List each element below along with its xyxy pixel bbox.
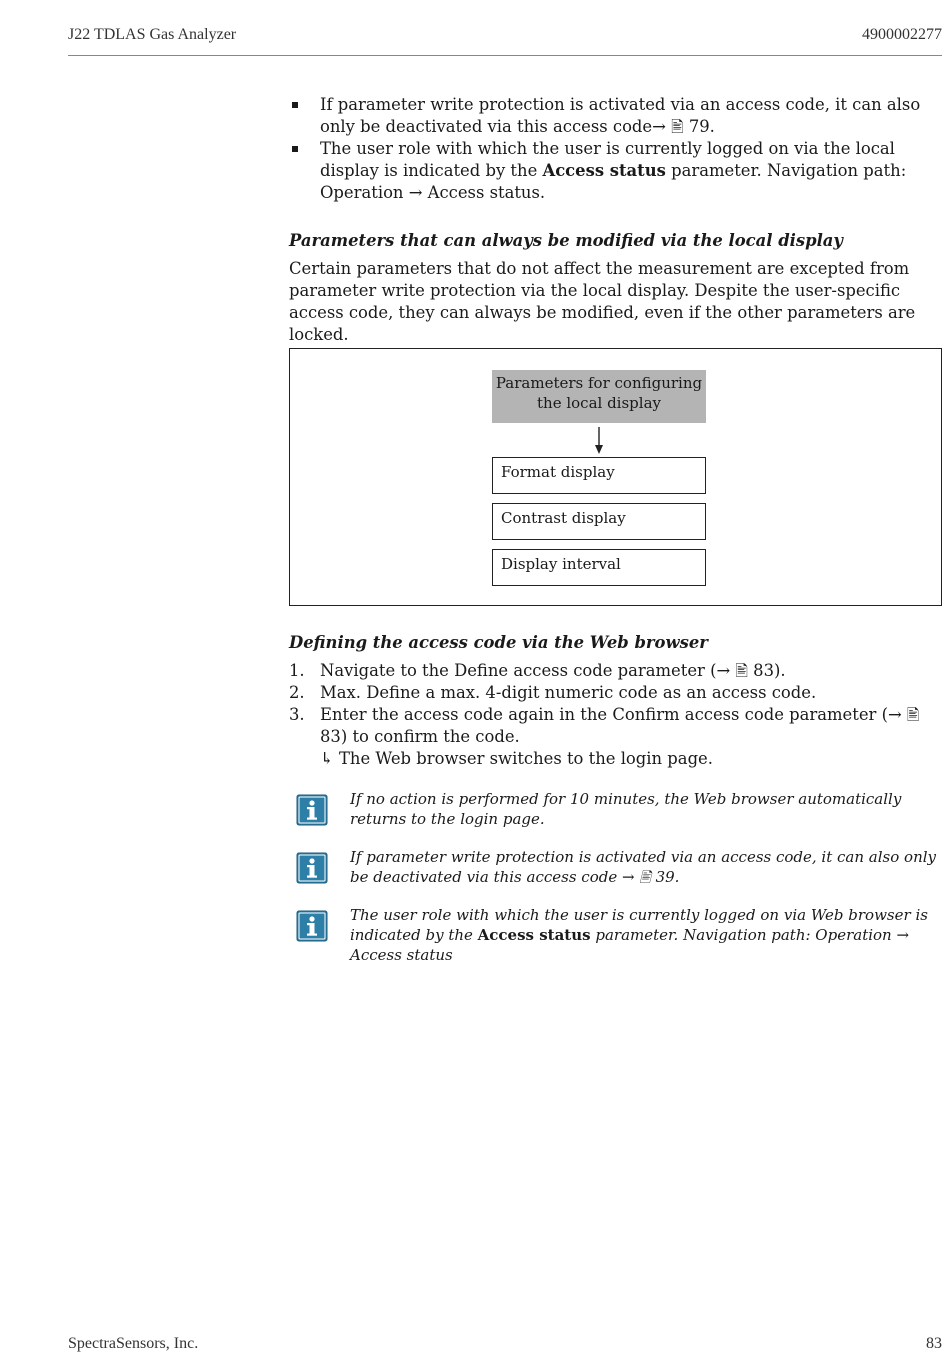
down-arrow-icon: [594, 427, 604, 455]
page-ref-icon: 🖹: [671, 118, 684, 136]
step-item: [289, 704, 941, 770]
diagram-header-line: Parameters for configuring: [495, 374, 703, 392]
diagram-header-box: [492, 370, 706, 423]
step-text: Navigate to the Define access code parameter (→: [320, 661, 736, 680]
page-ref-icon: 🖹: [735, 662, 748, 680]
page-ref: 83).: [747, 661, 786, 680]
bullet-text: parameter. Navigation path: Operation → Access status.: [320, 161, 907, 202]
step-number: 1.: [289, 661, 305, 680]
step-number: 3.: [289, 705, 305, 724]
header-doc-number: 4900002277: [862, 26, 942, 43]
step-text: Enter the access code again in the Confirm access code parameter (→: [320, 705, 907, 724]
bullet-text: The user role with which the user is currently logged on via the local display is indicated by the: [320, 139, 895, 180]
step-list: [289, 660, 941, 770]
page-ref: 83) to confirm the code.: [320, 727, 520, 746]
page-ref: 39.: [650, 868, 680, 886]
bold-term: Access status: [477, 926, 591, 944]
page-ref-icon: 🖹: [639, 870, 651, 886]
page-ref: 79.: [683, 117, 715, 136]
note-text-part: The user role with which the user is currently logged on via Web browser is indicated by the: [350, 906, 928, 944]
footer-company: SpectraSensors, Inc.: [68, 1335, 199, 1352]
info-icon: [296, 794, 328, 826]
step-number: 2.: [289, 683, 305, 702]
bullet-item: [289, 94, 941, 138]
bullet-item: [289, 138, 941, 204]
header-title: J22 TDLAS Gas Analyzer: [68, 26, 237, 43]
result-text: The Web browser switches to the login page.: [338, 749, 713, 768]
section-heading: Defining the access code via the Web browser: [289, 633, 708, 652]
diagram-item-format-display: Format display: [492, 457, 706, 494]
header-rule: [68, 55, 942, 56]
bullet-list: [289, 94, 941, 204]
diagram-frame: [289, 348, 942, 606]
note-text-part: parameter. Navigation path: Operation → Access status: [350, 926, 910, 964]
bullet-text: If parameter write protection is activated via an access code, it can also only be deactivated via this access code→: [320, 95, 921, 136]
note-text: If no action is performed for 10 minutes, the Web browser automatically returns to the login page.: [350, 790, 902, 828]
note-text: [350, 905, 940, 965]
section-body: Certain parameters that do not affect the measurement are excepted from parameter write protection via the local display. Despite the user-specific access code, they can always be modified, even if the other parameters are locked.: [289, 259, 916, 344]
diagram-item-contrast-display: Contrast display: [492, 503, 706, 540]
info-icon: [296, 910, 328, 942]
result-arrow-icon: ↳: [320, 749, 334, 768]
note-text: [350, 847, 940, 888]
note-text-part: If parameter write protection is activated via an access code, it can also only be deactivated via this access code →: [350, 848, 936, 886]
step-result: [320, 748, 941, 770]
step-item: [289, 660, 941, 682]
step-text: Max. Define a max. 4-digit numeric code as an access code.: [320, 683, 817, 702]
info-icon: [296, 852, 328, 884]
section-heading: Parameters that can always be modified via the local display: [289, 231, 843, 250]
diagram-item-display-interval: Display interval: [492, 549, 706, 586]
page-ref-icon: 🖹: [906, 706, 920, 724]
bold-term: Access status: [542, 161, 666, 180]
footer-page-number: 83: [926, 1335, 942, 1352]
diagram-header-line: the local display: [537, 394, 661, 412]
step-item: [289, 682, 941, 704]
